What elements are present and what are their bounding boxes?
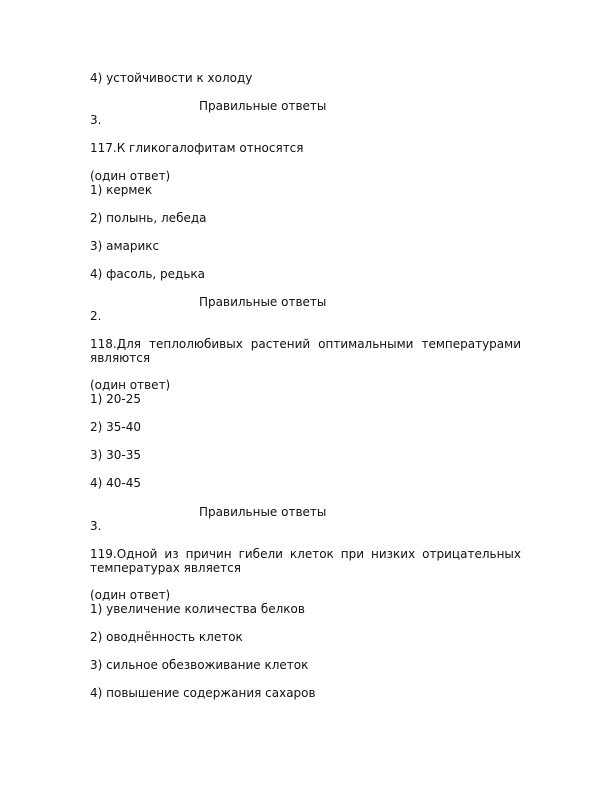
q117-option-1: 1) кермек [90,183,153,197]
q117-option-3: 3) амарикс [90,239,160,253]
q119-option-2: 2) оводнённость клеток [90,630,243,644]
q117-option-2: 2) полынь, лебеда [90,211,207,225]
q119-question: 119.Одной из причин гибели клеток при низких отрицательных температурах является [90,547,521,575]
q119-option-4: 4) повышение содержания сахаров [90,686,316,700]
q118-answers-label: Правильные ответы [199,505,327,519]
q118-option-1: 1) 20-25 [90,392,141,406]
q118-option-3: 3) 30-35 [90,448,141,462]
q119-option-3: 3) сильное обезвоживание клеток [90,658,309,672]
q119-option-1: 1) увеличение количества белков [90,602,305,616]
q117-answer: 2. [90,309,102,323]
q117-mode: (один ответ) [90,169,171,183]
q117-answers-label: Правильные ответы [199,295,327,309]
q118-question: 118.Для теплолюбивых растений оптимальными температурами являются [90,337,521,365]
q118-option-2: 2) 35-40 [90,420,141,434]
q116-option-4: 4) устойчивости к холоду [90,71,253,85]
q116-answers-label: Правильные ответы [199,99,327,113]
q117-question: 117.К гликогалофитам относятся [90,141,304,155]
q119-mode: (один ответ) [90,588,171,602]
q118-mode: (один ответ) [90,378,171,392]
q118-answer: 3. [90,519,102,533]
q117-option-4: 4) фасоль, редька [90,267,206,281]
q116-answer: 3. [90,113,102,127]
q118-option-4: 4) 40-45 [90,476,141,490]
